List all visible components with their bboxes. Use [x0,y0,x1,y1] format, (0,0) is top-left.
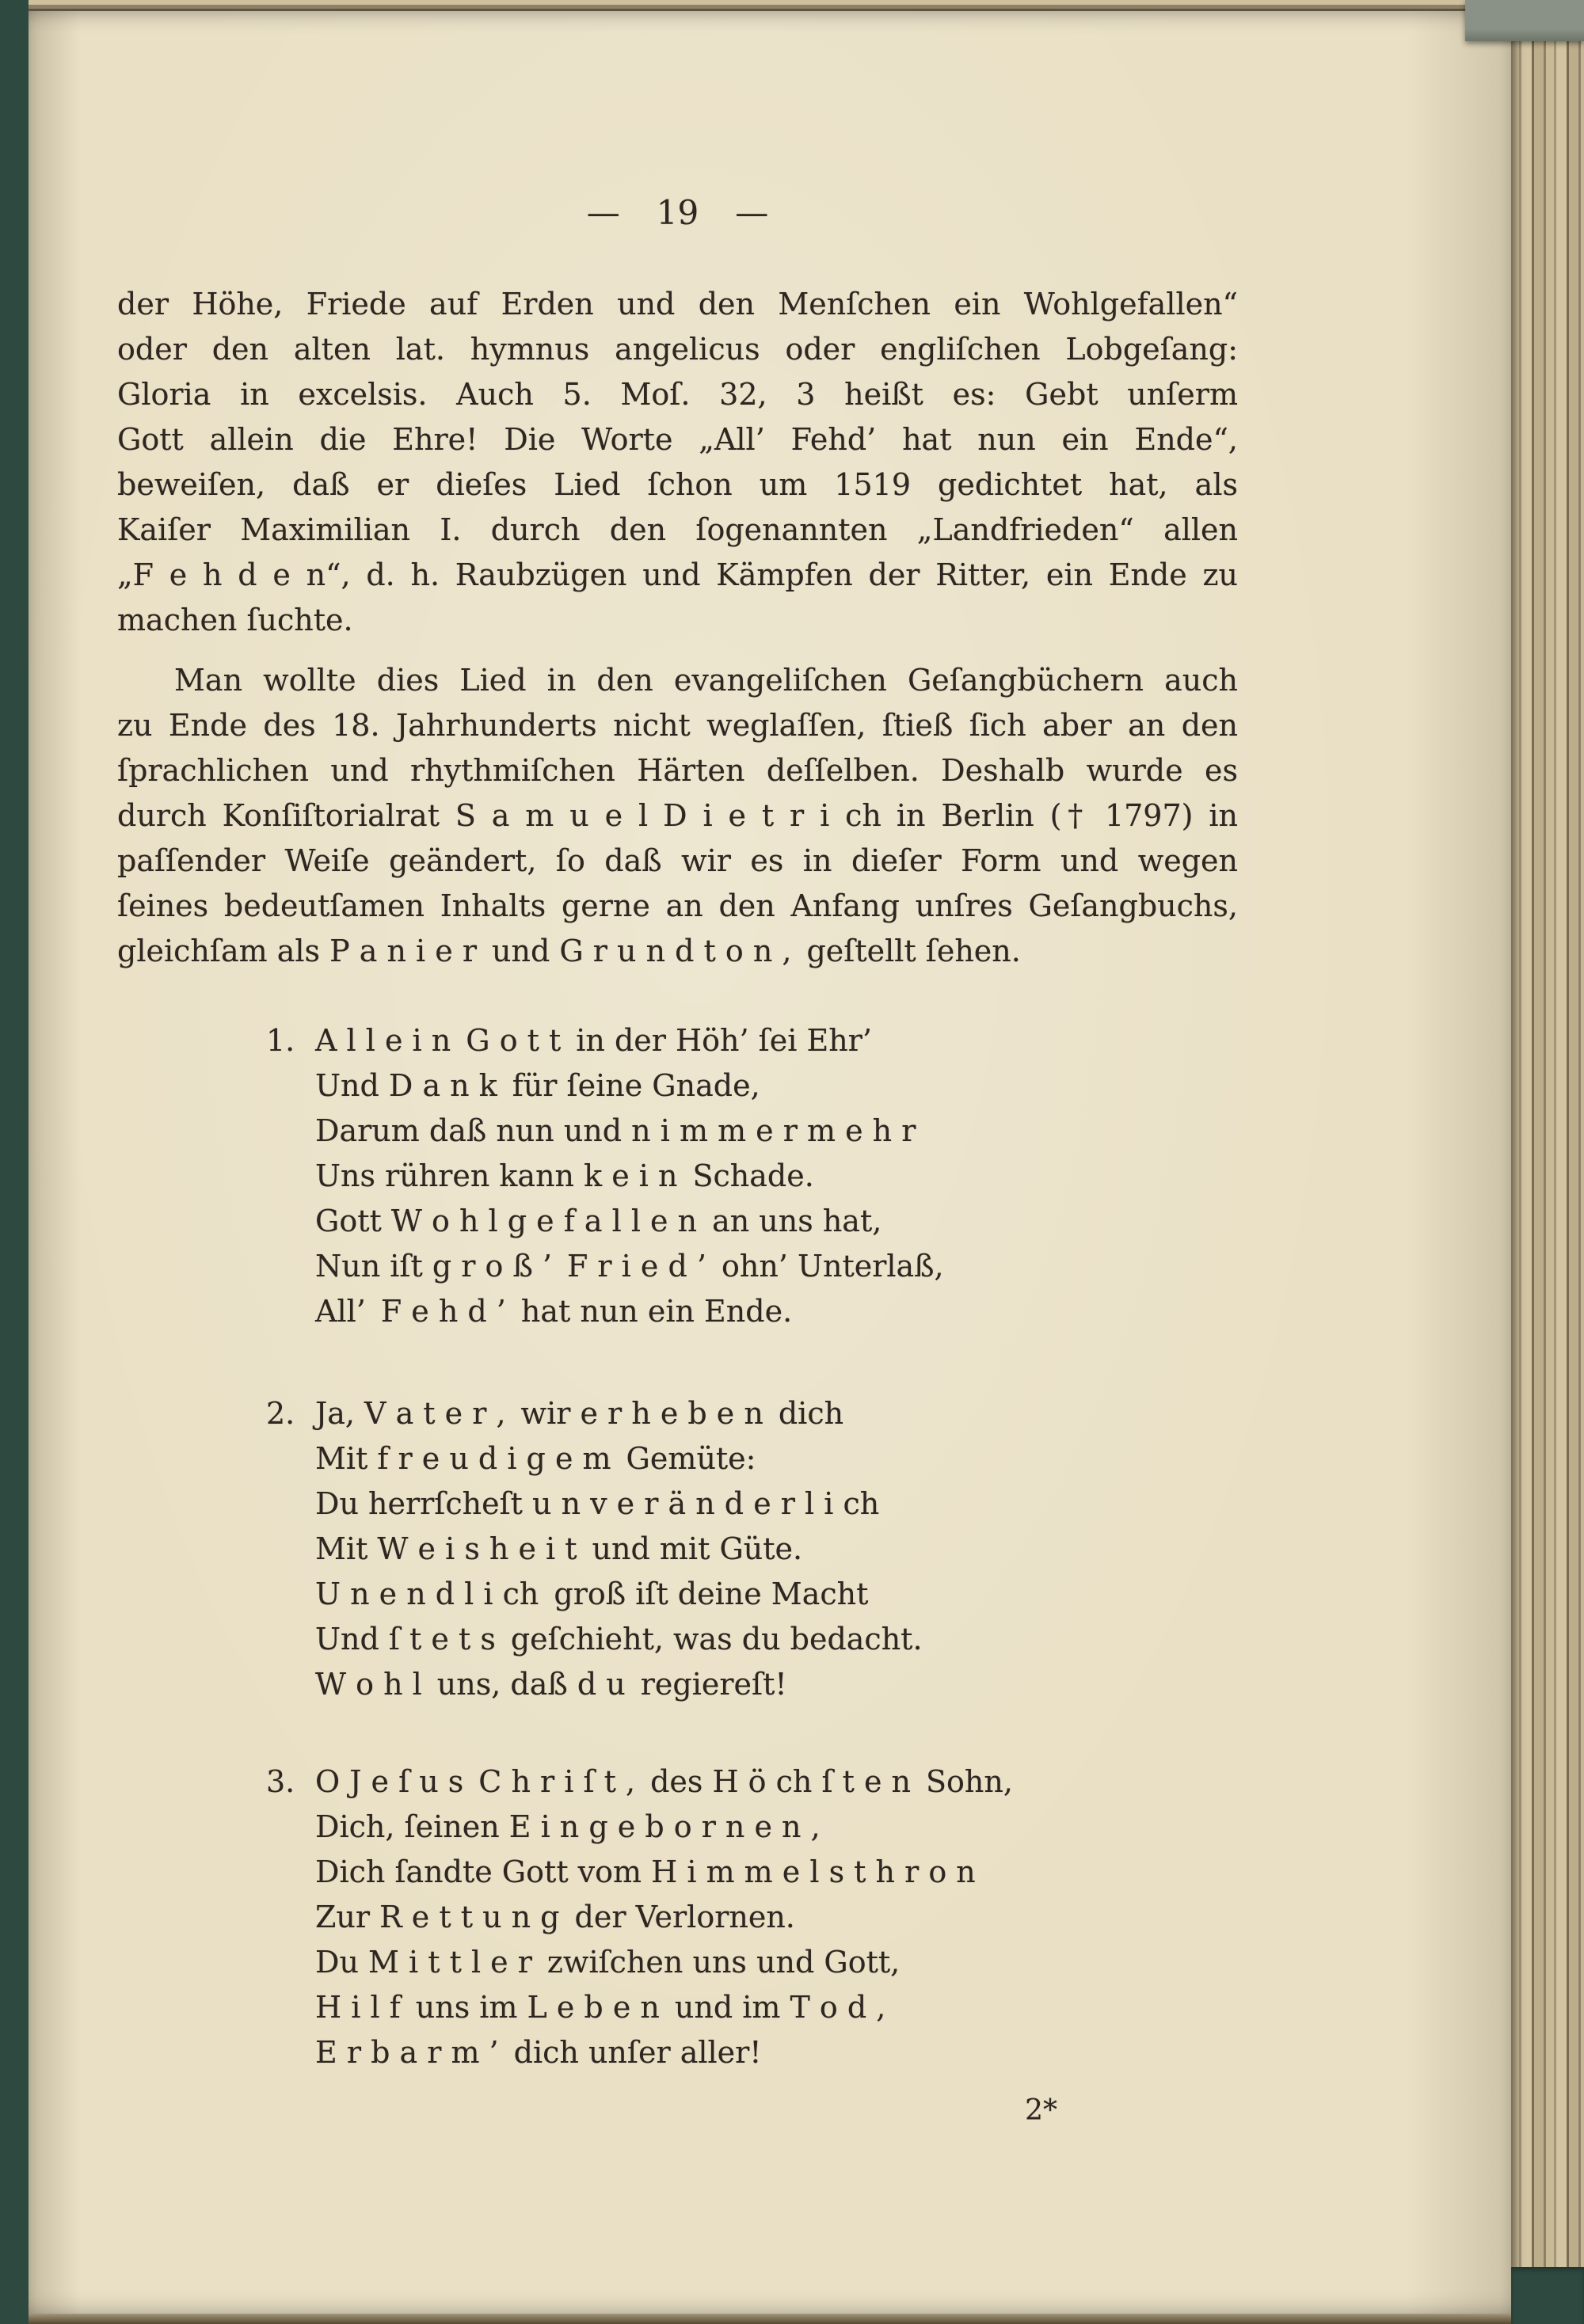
hymn-verse-3 [266,1759,1238,2075]
text-line: paſſender Weiſe geändert, ſo daß wir es in dieſer Form und wegen [117,843,1238,878]
verse-line: Dich, ſeinen E i n g e b o r n e n , [315,1809,821,1844]
book-cover-corner [1511,2267,1584,2324]
hymn-verse-2 [266,1391,1238,1707]
book-board-corner [1465,0,1584,41]
page-content [29,11,1511,2314]
verse-line: U n e n d l i ch groß iſt deine Macht [315,1577,869,1611]
text-line: gleichſam als P a n i e r und G r u n d t o n , geſtellt ſehen. [117,934,1021,968]
text-line: „F e h d e n“, d. h. Raubzügen und Kämpfen der Ritter, ein Ende zu [117,557,1238,592]
text-line: durch Konſiſtorialrat S a m u e l D i e t r i ch in Berlin († 1797) in [117,798,1238,833]
body-paragraph-1 [117,282,1238,643]
verse-line: Dich ſandte Gott vom H i m m e l s t h r o n [315,1854,976,1889]
signature-mark: 2* [1025,2094,1057,2127]
text-line: Gott allein die Ehre! Die Worte „All’ Fehd’ hat nun ein Ende“, [117,422,1238,457]
verse-line: Du M i t t l e r zwiſchen uns und Gott, [315,1945,901,1980]
verse-line: Mit W e i s h e i t und mit Güte. [315,1531,803,1566]
verse-line: Darum daß nun und n i m m e r m e h r [315,1113,916,1148]
verse-line: O J e ſ u s C h r i ſ t , des H ö ch ſ t e n Sohn, [315,1764,1013,1799]
verse-line: Und ſ t e t s geſchieht, was du bedacht. [315,1622,923,1656]
text-line: Kaiſer Maximilian I. durch den ſogenannten „Landfrieden“ allen [117,512,1238,547]
verse-number-3: 3. [266,1764,295,1799]
verse-line: Nun iſt g r o ß ’ F r i e d ’ ohn’ Unterlaß, [315,1249,944,1284]
hymn-verse-1 [266,1018,1238,1334]
page-bottom-edge [29,2314,1511,2324]
verse-line: Gott W o h l g e f a l l e n an uns hat, [315,1204,882,1238]
verse-line: Du herrſcheſt u n v e r ä n d e r l i ch [315,1486,880,1521]
verse-2-lines [315,1391,1238,1707]
text-line: oder den alten lat. hymnus angelicus oder engliſchen Lobgeſang: [117,332,1238,367]
verse-line: E r b a r m ’ dich unſer aller! [315,2035,762,2070]
page-number-header [117,11,1238,231]
verse-number-1: 1. [266,1023,295,1058]
header-dash-right: — [735,193,769,232]
verse-line: A l l e i n G o t t in der Höh’ ſei Ehr’ [315,1023,872,1058]
text-line: ſeines bedeutſamen Inhalts gerne an den Anfang unſres Geſangbuchs, [117,888,1238,923]
verse-3-lines [315,1759,1238,2075]
verse-line: Uns rühren kann k e i n Schade. [315,1158,814,1193]
header-dash-left: — [586,193,620,232]
text-line: beweiſen, daß er dieſes Lied ſchon um 1519 gedichtet hat, als [117,467,1238,502]
text-line: Gloria in excelsis. Auch 5. Moſ. 32, 3 heißt es: Gebt unſerm [117,377,1238,412]
verse-line: All’ F e h d ’ hat nun ein Ende. [315,1294,793,1329]
text-line: der Höhe, Friede auf Erden und den Menſchen ein Wohlgefallen“ [117,287,1238,321]
page-top-edge [29,0,1511,11]
text-line: ſprachlichen und rhythmiſchen Härten deſſelben. Deshalb wurde es [117,753,1238,788]
verse-line: W o h l uns, daß d u regiereſt! [315,1667,787,1702]
text-line: machen ſuchte. [117,603,353,637]
fore-edge-page-stack [1511,0,1584,2324]
verse-line: H i l f uns im L e b e n und im T o d , [315,1990,886,2025]
text-line: zu Ende des 18. Jahrhunderts nicht weglaſſen, ſtieß ſich aber an den [117,708,1238,743]
text-line: Man wollte dies Lied in den evangeliſchen Geſangbüchern auch [174,663,1238,698]
verse-line: Zur R e t t u n g der Verlornen. [315,1900,795,1934]
verse-line: Mit f r e u d i g e m Gemüte: [315,1441,756,1476]
verse-line: Ja, V a t e r , wir e r h e b e n dich [315,1396,844,1431]
book-page [29,11,1511,2314]
body-paragraph-2 [117,658,1238,974]
verse-1-lines [315,1018,1238,1334]
page-number: 19 [656,193,699,232]
verse-line: Und D a n k für ſeine Gnade, [315,1068,760,1103]
verse-number-2: 2. [266,1396,295,1431]
